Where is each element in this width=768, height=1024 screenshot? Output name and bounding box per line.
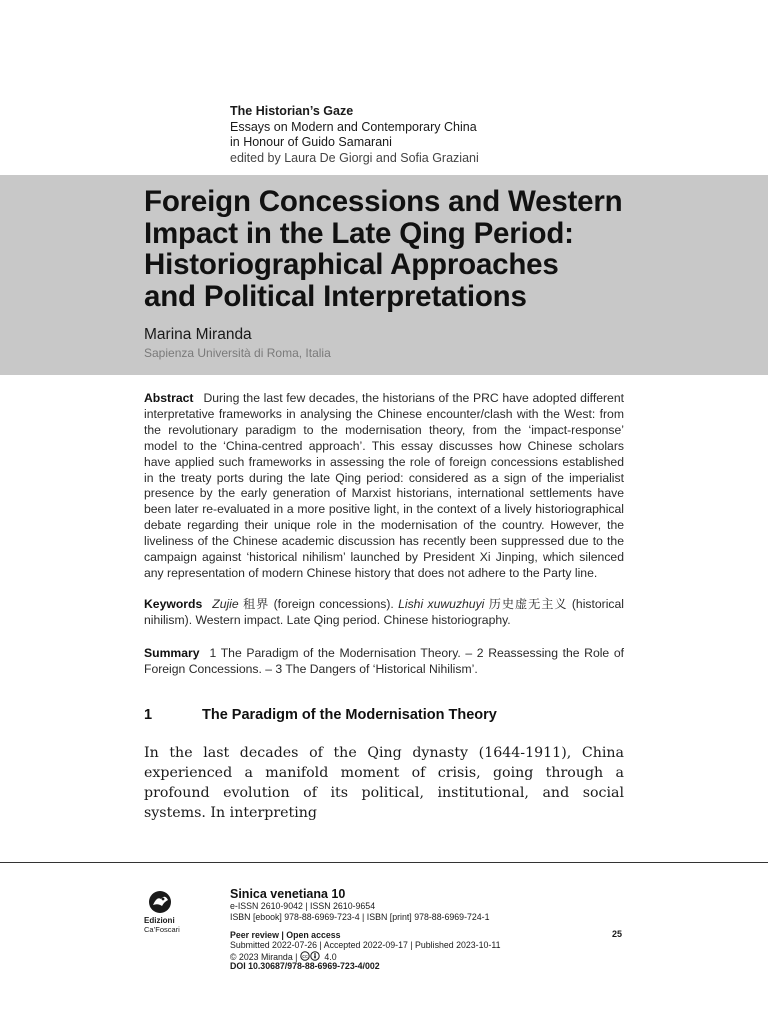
body-paragraph: In the last decades of the Qing dynasty (1644-1911), China experienced a manifold moment of crisis, going through a profound evolution of its political, institutional, and social systems. In interpreting	[144, 745, 624, 821]
abstract-text: During the last few decades, the historians of the PRC have adopted different interpretative frameworks in analysing the Chinese encounter/clash with the West: from the revolutionary paradigm to the modernisation theory, from the ‘impact-response’ model to the ‘China-centred approach’. This essay discusses how Chinese scholars have applied such frameworks in assessing the role of foreign concessions established in the treaty ports during the late Qing period: considered as a sign of the imperialist presence by the early generation of Marxist historians, international settlements have been later re-evaluated in a more positive light, in the context of a lively historiographical debate regarding their unique role in the modernisation of the country. However, the liveliness of the Chinese academic discussion has recently been suppressed due to the campaign against ‘historical nihilism’ launched by President Xi Jinping, which silenced any representation of modern Chinese history that does not adhere to the Party line.	[144, 391, 624, 580]
publisher-logo	[144, 890, 186, 934]
publisher-name-line2: Ca’Foscari	[144, 925, 180, 934]
publisher-emblem-icon	[147, 890, 173, 914]
issn-line: e-ISSN 2610-9042 | ISSN 2610-9654	[230, 901, 376, 911]
keywords-label: Keywords	[144, 597, 203, 611]
abstract-label: Abstract	[144, 391, 194, 405]
book-subtitle-line2: in Honour of Guido Samarani	[230, 135, 392, 149]
article-title-line: Foreign Concessions and Western	[144, 185, 623, 218]
svg-text:cc: cc	[302, 954, 308, 960]
keyword-lishi-xuwuzhuyi: Lishi xuwuzhuyi	[398, 597, 485, 611]
section-title: The Paradigm of the Modernisation Theory	[202, 707, 497, 723]
page-number: 25	[612, 929, 623, 939]
book-editors: edited by Laura De Giorgi and Sofia Graziani	[230, 150, 479, 165]
summary-label: Summary	[144, 646, 200, 660]
cc-by-license-icon	[300, 951, 322, 961]
author-name: Marina Miranda	[144, 326, 252, 343]
doi-line: DOI 10.30687/978-88-6969-723-4/002	[230, 961, 380, 971]
journal-title: Sinica venetiana 10	[230, 887, 346, 901]
section-number: 1	[144, 707, 153, 723]
author-affiliation: Sapienza Università di Roma, Italia	[144, 346, 331, 360]
book-header	[230, 104, 479, 166]
article-title-line: Historiographical Approaches	[144, 248, 559, 281]
isbn-line: ISBN [ebook] 978-88-6969-723-4 | ISBN [print] 978-88-6969-724-1	[230, 912, 490, 922]
keywords-rest: 历史虚无主义 (historical nihilism). Western impact. Late Qing period. Chinese historiography.	[144, 597, 625, 627]
summary	[144, 646, 624, 678]
publisher-name-line1: Edizioni	[144, 916, 175, 925]
article-title	[144, 186, 744, 312]
article-title-line: and Political Interpretations	[144, 279, 527, 313]
review-line: Peer review | Open access	[230, 930, 341, 940]
article-title-line: Impact in the Late Qing Period:	[144, 216, 574, 250]
abstract	[144, 391, 624, 582]
book-title: The Historian’s Gaze	[230, 104, 354, 118]
book-subtitle-line1: Essays on Modern and Contemporary China	[230, 119, 477, 134]
summary-text: 1 The Paradigm of the Modernisation Theory. – 2 Reassessing the Role of Foreign Concessions. – 3 The Dangers of ‘Historical Nihilism’.	[144, 646, 624, 676]
keyword-zujie-gloss: 租界 (foreign concessions).	[238, 597, 399, 611]
license-version: 4.0	[324, 952, 337, 962]
dates-line: Submitted 2022-07-26 | Accepted 2022-09-17 | Published 2023-10-11	[230, 940, 501, 950]
keywords	[144, 597, 624, 629]
footer-divider	[0, 862, 768, 863]
keyword-zujie: Zujie	[212, 597, 239, 611]
copyright-text: © 2023 Miranda |	[230, 952, 298, 962]
